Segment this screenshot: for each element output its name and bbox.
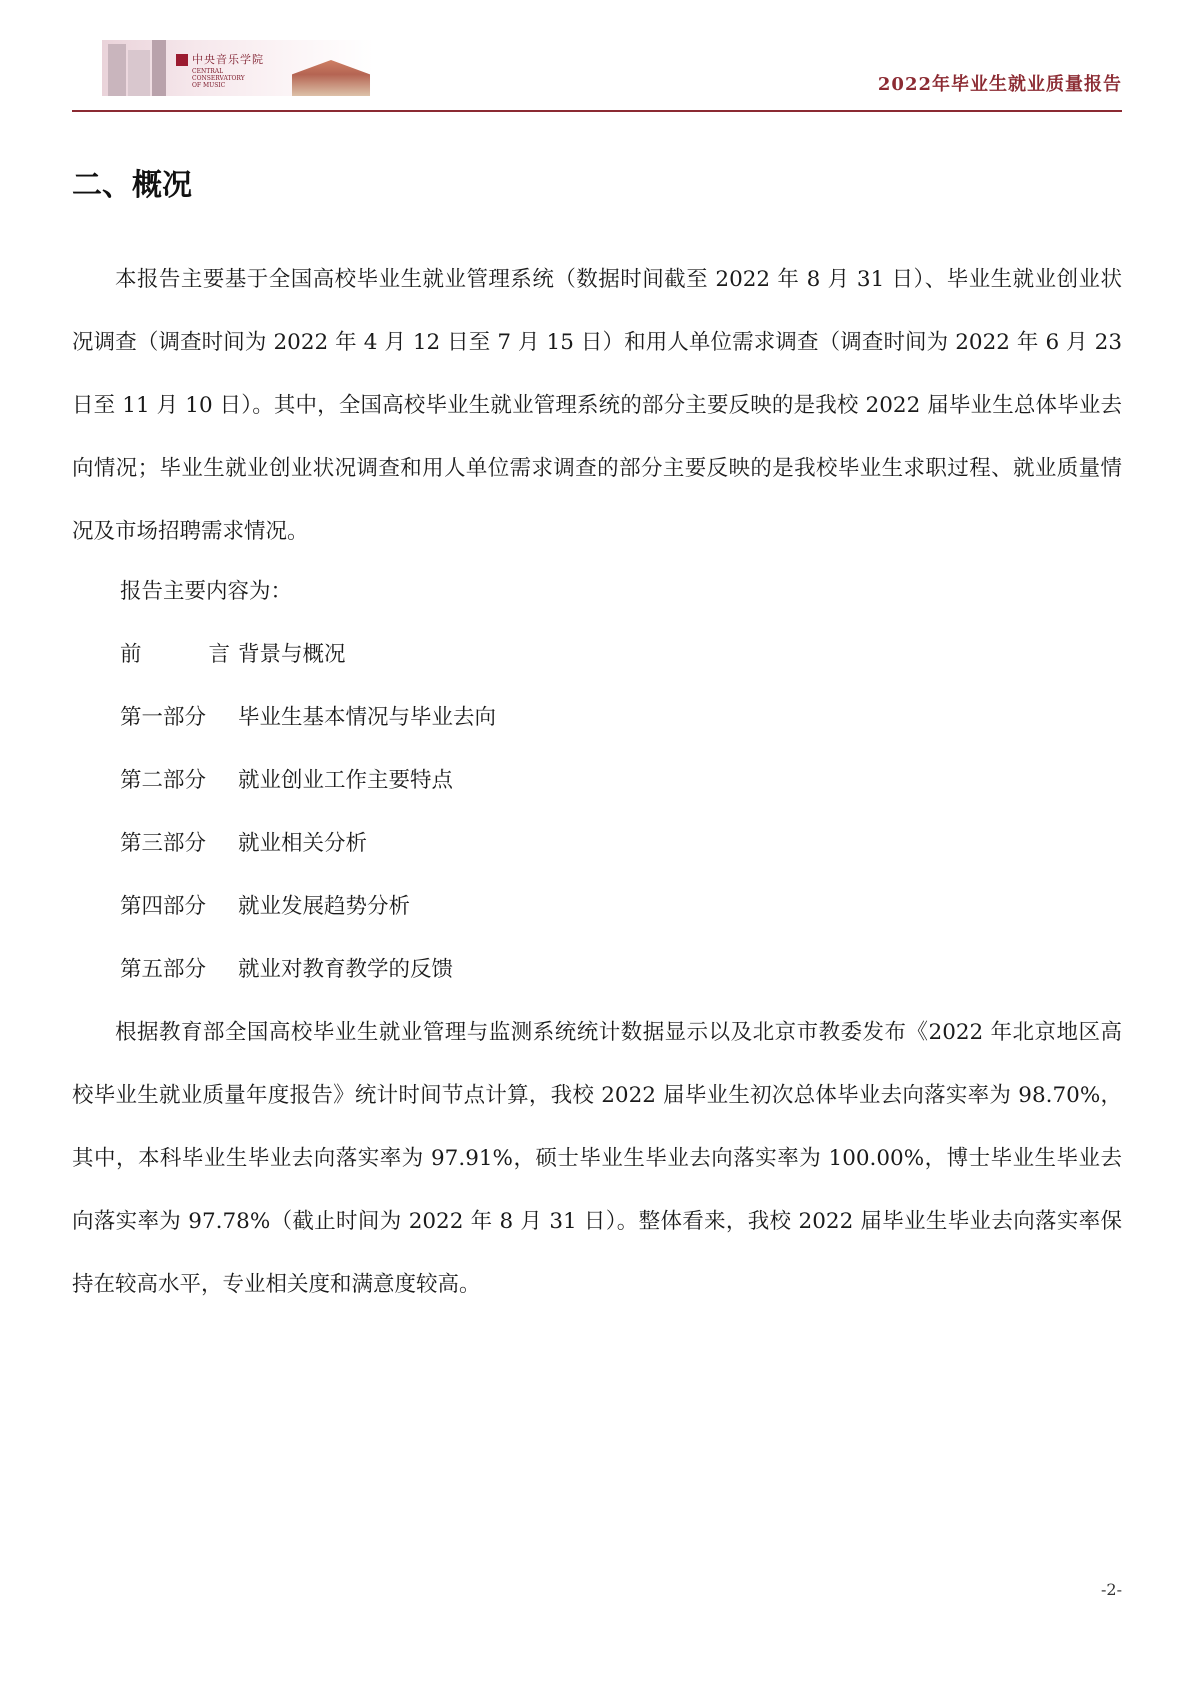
toc-item-title: 毕业生基本情况与毕业去向 bbox=[238, 705, 497, 730]
toc-item bbox=[120, 875, 496, 938]
toc-part-label: 第一部分 bbox=[120, 705, 207, 730]
building-graphic bbox=[128, 50, 150, 96]
toc-part-label: 第四部分 bbox=[120, 894, 207, 919]
contents-intro: 报告主要内容为： bbox=[120, 579, 293, 604]
table-of-contents bbox=[120, 623, 496, 1001]
school-seal-icon bbox=[176, 54, 188, 66]
toc-part-label: 第二部分 bbox=[120, 768, 207, 793]
logo-text-cn: 中央音乐学院 bbox=[192, 53, 264, 66]
page-number: -2- bbox=[1101, 1580, 1122, 1599]
toc-item bbox=[120, 686, 496, 749]
toc-part-label: 第五部分 bbox=[120, 957, 207, 982]
toc-item-title: 就业相关分析 bbox=[238, 831, 368, 856]
overview-paragraph: 本报告主要基于全国高校毕业生就业管理系统（数据时间截至 2022 年 8 月 31 日）、毕业生就业创业状况调查（调查时间为 2022 年 4 月 12 日至 7 月 15 日）和用人单位需求调查（调查时间为 2022 年 6 月 23 日至 11 月 10 日）。其中，全国高校毕业生就业管理系统的部分主要反映的是我校 2022 届毕业生总体毕业去向情况；毕业生就业创业状况调查和用人单位需求调查的部分主要反映的是我校毕业生求职过程、就业质量情况及市场招聘需求情况。 bbox=[72, 267, 1122, 544]
palace-roof-graphic bbox=[292, 60, 370, 96]
toc-item-title: 就业对教育教学的反馈 bbox=[238, 957, 454, 982]
toc-part-label: 第三部分 bbox=[120, 831, 207, 856]
logo-text-en: CENTRAL CONSERVATORY OF MUSIC bbox=[192, 68, 245, 89]
toc-part-char: 前 bbox=[120, 642, 142, 667]
building-graphic bbox=[152, 40, 166, 96]
toc-item-title: 就业发展趋势分析 bbox=[238, 894, 411, 919]
toc-item bbox=[120, 938, 496, 1001]
section-heading: 二、概况 bbox=[72, 168, 192, 203]
header-divider bbox=[72, 110, 1122, 112]
report-title: 2022年毕业生就业质量报告 bbox=[877, 74, 1122, 95]
building-graphic bbox=[108, 44, 126, 96]
toc-item bbox=[120, 749, 496, 812]
page-header bbox=[72, 36, 1122, 112]
toc-part-label bbox=[120, 623, 230, 686]
toc-item-title: 就业创业工作主要特点 bbox=[238, 768, 454, 793]
toc-part-char: 言 bbox=[208, 642, 230, 667]
toc-item bbox=[120, 812, 496, 875]
school-logo-banner bbox=[102, 40, 374, 96]
toc-item bbox=[120, 623, 496, 686]
statistics-paragraph: 根据教育部全国高校毕业生就业管理与监测系统统计数据显示以及北京市教委发布《2022 年北京地区高校毕业生就业质量年度报告》统计时间节点计算，我校 2022 届毕业生初次总体毕业去向落实率为 98.70%，其中，本科毕业生毕业去向落实率为 97.91%，硕士毕业生毕业去向落实率为 100.00%，博士毕业生毕业去向落实率为 97.78%（截止时间为 2022 年 8 月 31 日）。整体看来，我校 2022 届毕业生毕业去向落实率保持在较高水平，专业相关度和满意度较高。 bbox=[72, 1020, 1122, 1297]
toc-item-title: 背景与概况 bbox=[238, 642, 346, 667]
